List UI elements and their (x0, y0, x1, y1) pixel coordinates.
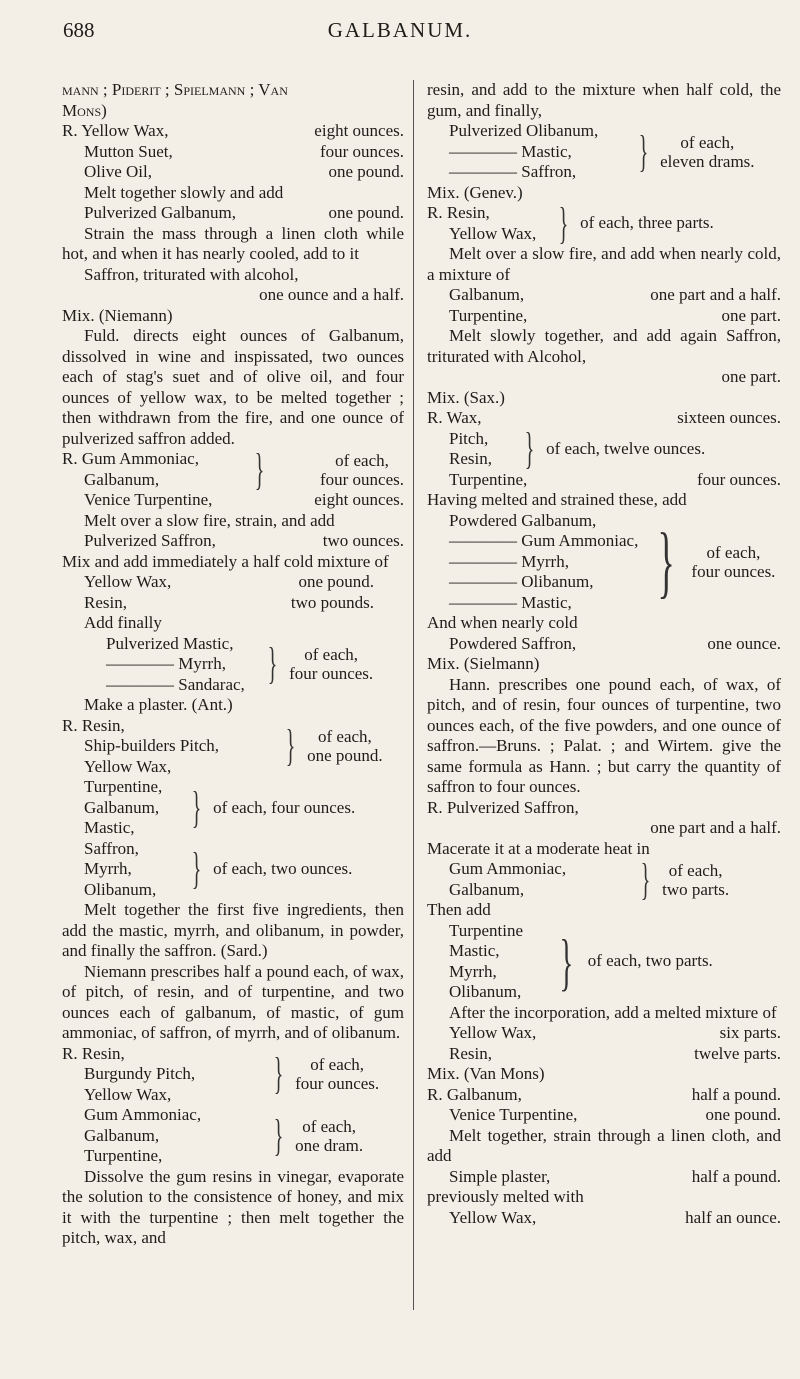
ingredient-group (62, 1105, 404, 1167)
ingredient-group (62, 634, 404, 696)
ingredient: Turpentine, (449, 469, 528, 489)
text-line: Mix. (Sax.) (427, 387, 505, 407)
quantity: of each, (680, 132, 735, 152)
ingredient-group (427, 424, 781, 473)
ingredient: Pulverized Mastic, (106, 633, 234, 653)
ingredient-group (427, 511, 781, 614)
ingredient: Pulverized Saffron, (84, 531, 216, 550)
ingredient: Saffron, (84, 838, 139, 858)
ingredient: Venice Turpentine, (449, 1105, 578, 1124)
text-line: Macerate it at a moderate heat in (427, 838, 650, 858)
ingredient: Galbanum, (449, 285, 525, 304)
ingredient: Pulverized Olibanum, (449, 121, 599, 140)
recipe-row (427, 1105, 781, 1126)
ingredient: Galbanum, (84, 469, 160, 489)
quantity: of each, four ounces. (213, 797, 356, 817)
brace: } (640, 854, 651, 904)
ingredient-group (62, 716, 404, 778)
text-line: Mix. (Sielmann) (427, 654, 540, 673)
paragraph: Mix and add immediately a half cold mixture of (62, 551, 389, 571)
quantity: of each, twelve ounces. (546, 438, 706, 458)
quantity: of each, (302, 1116, 357, 1136)
ingredient-group (427, 121, 781, 183)
quantity: one ounce. (707, 633, 781, 653)
ingredient-group (427, 921, 781, 1003)
ingredient: Ship-builders Pitch, (84, 736, 220, 755)
ingredient: Powdered Saffron, (449, 633, 577, 653)
text-line: Mons) (62, 100, 107, 120)
ingredient: ———— Myrrh, (106, 654, 226, 673)
text-line: one part. (721, 367, 781, 386)
recipe-row (427, 1044, 781, 1065)
recipe-row (62, 572, 404, 593)
text-line: mann ; Piderit ; Spielmann ; Van (62, 80, 288, 99)
ingredient: Myrrh, (449, 961, 497, 981)
quantity: eleven drams. (660, 151, 755, 171)
text-line: Saffron, triturated with alcohol, (84, 264, 299, 284)
ingredient-group (62, 1044, 404, 1106)
recipe-row (62, 531, 404, 552)
quantity: sixteen ounces. (677, 408, 781, 427)
page-number: 688 (63, 18, 95, 42)
ingredient: Resin, (449, 1043, 492, 1063)
recipe-row (427, 634, 781, 655)
ingredient: ———— Saffron, (449, 162, 577, 181)
quantity: one pound. (328, 203, 404, 222)
ingredient: Yellow Wax, (84, 572, 172, 591)
text-line: And when nearly cold (427, 613, 578, 632)
paragraph: Niemann prescribes half a pound each, of wax, of pitch, of resin, and of turpentine, and two ounces each of galbanum, of mastic, of gum ammoniac, of saffron, of myrrh, and of olibanum. (62, 961, 404, 1042)
paragraph: Hann. prescribes one pound each, of wax, of pitch, and of resin, four ounces of turpentine, two ounces each, of the five powders, and one ounce of saffron.—Bruns. ; Palat. ; and Wirtem. give the same formula as Hann. ; but carry the quantity of saffron to four ounces. (427, 674, 781, 796)
quantity: one pound. (298, 572, 374, 591)
recipe-row (62, 162, 404, 183)
brace: } (191, 782, 202, 832)
ingredient: Galbanum, (449, 879, 525, 899)
ingredient-group (62, 777, 404, 839)
brace: } (657, 517, 675, 606)
ingredient: R. Resin, (62, 1043, 125, 1063)
quantity: half a pound. (691, 1084, 781, 1104)
quantity: of each, (706, 542, 761, 562)
ingredient: Myrrh, (84, 859, 132, 878)
quantity: one dram. (295, 1135, 364, 1155)
ingredient: Turpentine, (449, 305, 528, 325)
ingredient: Olive Oil, (84, 162, 152, 181)
quantity: one pound. (307, 746, 383, 766)
ingredient: Galbanum, (84, 1125, 160, 1145)
paragraph: Melt slowly together, and add again Saffron, triturated with Alcohol, (427, 326, 781, 366)
brace: } (273, 1110, 284, 1160)
ingredient: Turpentine, (84, 777, 163, 796)
paragraph: resin, and add to the mixture when half cold, the gum, and finally, (427, 80, 781, 120)
ingredient: Turpentine (449, 920, 523, 940)
running-title: GALBANUM. (327, 18, 473, 42)
brace: } (254, 444, 265, 494)
text-line: one part and a half. (650, 818, 781, 837)
quantity: of each, (304, 645, 359, 665)
brace: } (524, 424, 535, 473)
ingredient: Turpentine, (84, 1146, 163, 1165)
ingredient-group (62, 444, 404, 494)
column-divider (413, 80, 414, 1310)
quantity: six parts. (719, 1023, 781, 1042)
quantity: half an ounce. (685, 1207, 781, 1227)
recipe-row (427, 1167, 781, 1188)
ingredient: R. Galbanum, (427, 1084, 522, 1104)
ingredient: ———— Olibanum, (449, 572, 594, 591)
quantity: eight ounces. (314, 121, 404, 140)
recipe-row (427, 285, 781, 306)
ingredient: Mastic, (84, 818, 135, 837)
text-line: Having melted and strained these, add (427, 490, 687, 509)
paragraph: Melt together the first five ingredients, then add the mastic, myrrh, and olibanum, in powder, and finally the saffron. (Sard.) (62, 900, 404, 960)
ingredient: Pitch, (449, 428, 489, 448)
ingredient: ———— Gum Ammoniac, (449, 531, 639, 550)
quantity: one pound. (328, 162, 404, 181)
ingredient: Resin, (84, 592, 127, 612)
quantity: four ounces. (319, 141, 404, 161)
text-line: previously melted with (427, 1187, 584, 1206)
brace: } (285, 721, 296, 771)
ingredient: Gum Ammoniac, (449, 859, 567, 878)
recipe-row (62, 203, 404, 224)
recipe-row (427, 1085, 781, 1106)
ingredient: Mutton Suet, (84, 141, 173, 161)
right-column (427, 80, 781, 1228)
ingredient: Venice Turpentine, (84, 490, 213, 509)
ingredient: R. Resin, (427, 203, 490, 222)
text-line: Melt together slowly and add (84, 182, 284, 202)
ingredient: Yellow Wax, (84, 1084, 172, 1104)
ingredient: Galbanum, (84, 797, 160, 817)
ingredient: Olibanum, (84, 879, 157, 899)
ingredient-group (427, 198, 781, 248)
ingredient: R. Resin, (62, 715, 125, 735)
recipe-row (62, 490, 404, 511)
ingredient: Yellow Wax, (449, 1207, 537, 1227)
ingredient: Olibanum, (449, 982, 522, 1001)
brace: } (267, 639, 278, 689)
recipe-row (427, 1023, 781, 1044)
brace: } (273, 1049, 284, 1099)
quantity: two parts. (662, 879, 730, 899)
paragraph: Melt over a slow fire, and add when nearly cold, a mixture of (427, 244, 781, 284)
recipe-row (62, 142, 404, 163)
text-line: Mix. (Van Mons) (427, 1064, 545, 1083)
brace: } (558, 198, 569, 248)
quantity: of each, two ounces. (213, 859, 353, 878)
ingredient: Burgundy Pitch, (84, 1064, 196, 1083)
text-line: R. Pulverized Saffron, (427, 797, 579, 817)
text-line: one ounce and a half. (259, 285, 404, 304)
ingredient: R. Yellow Wax, (62, 121, 169, 140)
quantity: four ounces. (289, 664, 374, 684)
recipe-row (62, 121, 404, 142)
recipe-row (62, 593, 404, 614)
text-line: Mix. (Genev.) (427, 182, 523, 202)
ingredient: Mastic, (449, 941, 500, 960)
ingredient: Yellow Wax, (449, 223, 537, 243)
quantity: eight ounces. (314, 490, 404, 509)
ingredient: R. Wax, (427, 408, 482, 427)
quantity: one part and a half. (650, 285, 781, 304)
brace: } (559, 925, 574, 997)
text-line: Make a plaster. (Ant.) (84, 695, 233, 714)
recipe-row (427, 470, 781, 491)
ingredient: Gum Ammoniac, (84, 1105, 202, 1124)
ingredient: ———— Mastic, (449, 141, 572, 161)
quantity: of each, (310, 1055, 365, 1075)
quantity: two ounces. (322, 531, 404, 550)
brace: } (638, 126, 649, 176)
recipe-row (427, 1208, 781, 1229)
ingredient: Simple plaster, (449, 1166, 551, 1186)
paragraph: Dissolve the gum resins in vinegar, evaporate the solution to the consistence of honey, and mix it with the turpentine ; then melt together the pitch, wax, and (62, 1166, 404, 1247)
quantity: two pounds. (290, 592, 374, 612)
ingredient: Yellow Wax, (84, 756, 172, 776)
text-line: Then add (427, 900, 491, 919)
paragraph: Strain the mass through a linen cloth while hot, and when it has nearly cooled, add to it (62, 223, 404, 263)
page-header (0, 18, 800, 48)
ingredient: Resin, (449, 449, 492, 468)
ingredient: R. Gum Ammoniac, (62, 449, 199, 468)
recipe-row (427, 408, 781, 429)
quantity: of each, (335, 450, 389, 470)
ingredient: Powdered Galbanum, (449, 510, 597, 530)
ingredient-group (427, 854, 781, 904)
quantity: of each, two parts. (587, 951, 713, 971)
quantity: half a pound. (691, 1166, 781, 1186)
ingredient: ———— Mastic, (449, 592, 572, 612)
quantity: one pound. (705, 1105, 781, 1124)
brace: } (191, 844, 202, 894)
quantity: twelve parts. (694, 1043, 781, 1063)
quantity: of each, three parts. (580, 213, 714, 233)
ingredient: ———— Sandarac, (106, 674, 245, 694)
text-line: Melt over a slow fire, strain, and add (84, 510, 335, 530)
quantity: four ounces. (295, 1074, 380, 1094)
quantity: one part. (721, 305, 781, 325)
ingredient: Yellow Wax, (449, 1023, 537, 1042)
quantity: of each, (668, 860, 723, 880)
quantity: four ounces. (696, 469, 781, 489)
ingredient: Pulverized Galbanum, (84, 203, 237, 222)
paragraph: After the incorporation, add a melted mixture of (449, 1002, 777, 1022)
quantity: four ounces. (319, 469, 404, 489)
paragraph: Melt together, strain through a linen cloth, and add (427, 1125, 781, 1165)
quantity: four ounces. (691, 561, 776, 581)
left-column (62, 80, 404, 1249)
recipe-row (427, 306, 781, 327)
quantity: of each, (317, 727, 372, 747)
text-line: Mix. (Niemann) (62, 305, 173, 325)
ingredient: ———— Myrrh, (449, 551, 569, 571)
paragraph: Fuld. directs eight ounces of Galbanum, dissolved in wine and inspissated, two ounces each of stag's suet and of olive oil, and four ounces of yellow wax, to be melted together ; then withdrawn from the fire, and one ounce of pulverized saffron added. (62, 326, 404, 448)
ingredient-group (62, 839, 404, 901)
text-line: Add finally (84, 613, 162, 632)
